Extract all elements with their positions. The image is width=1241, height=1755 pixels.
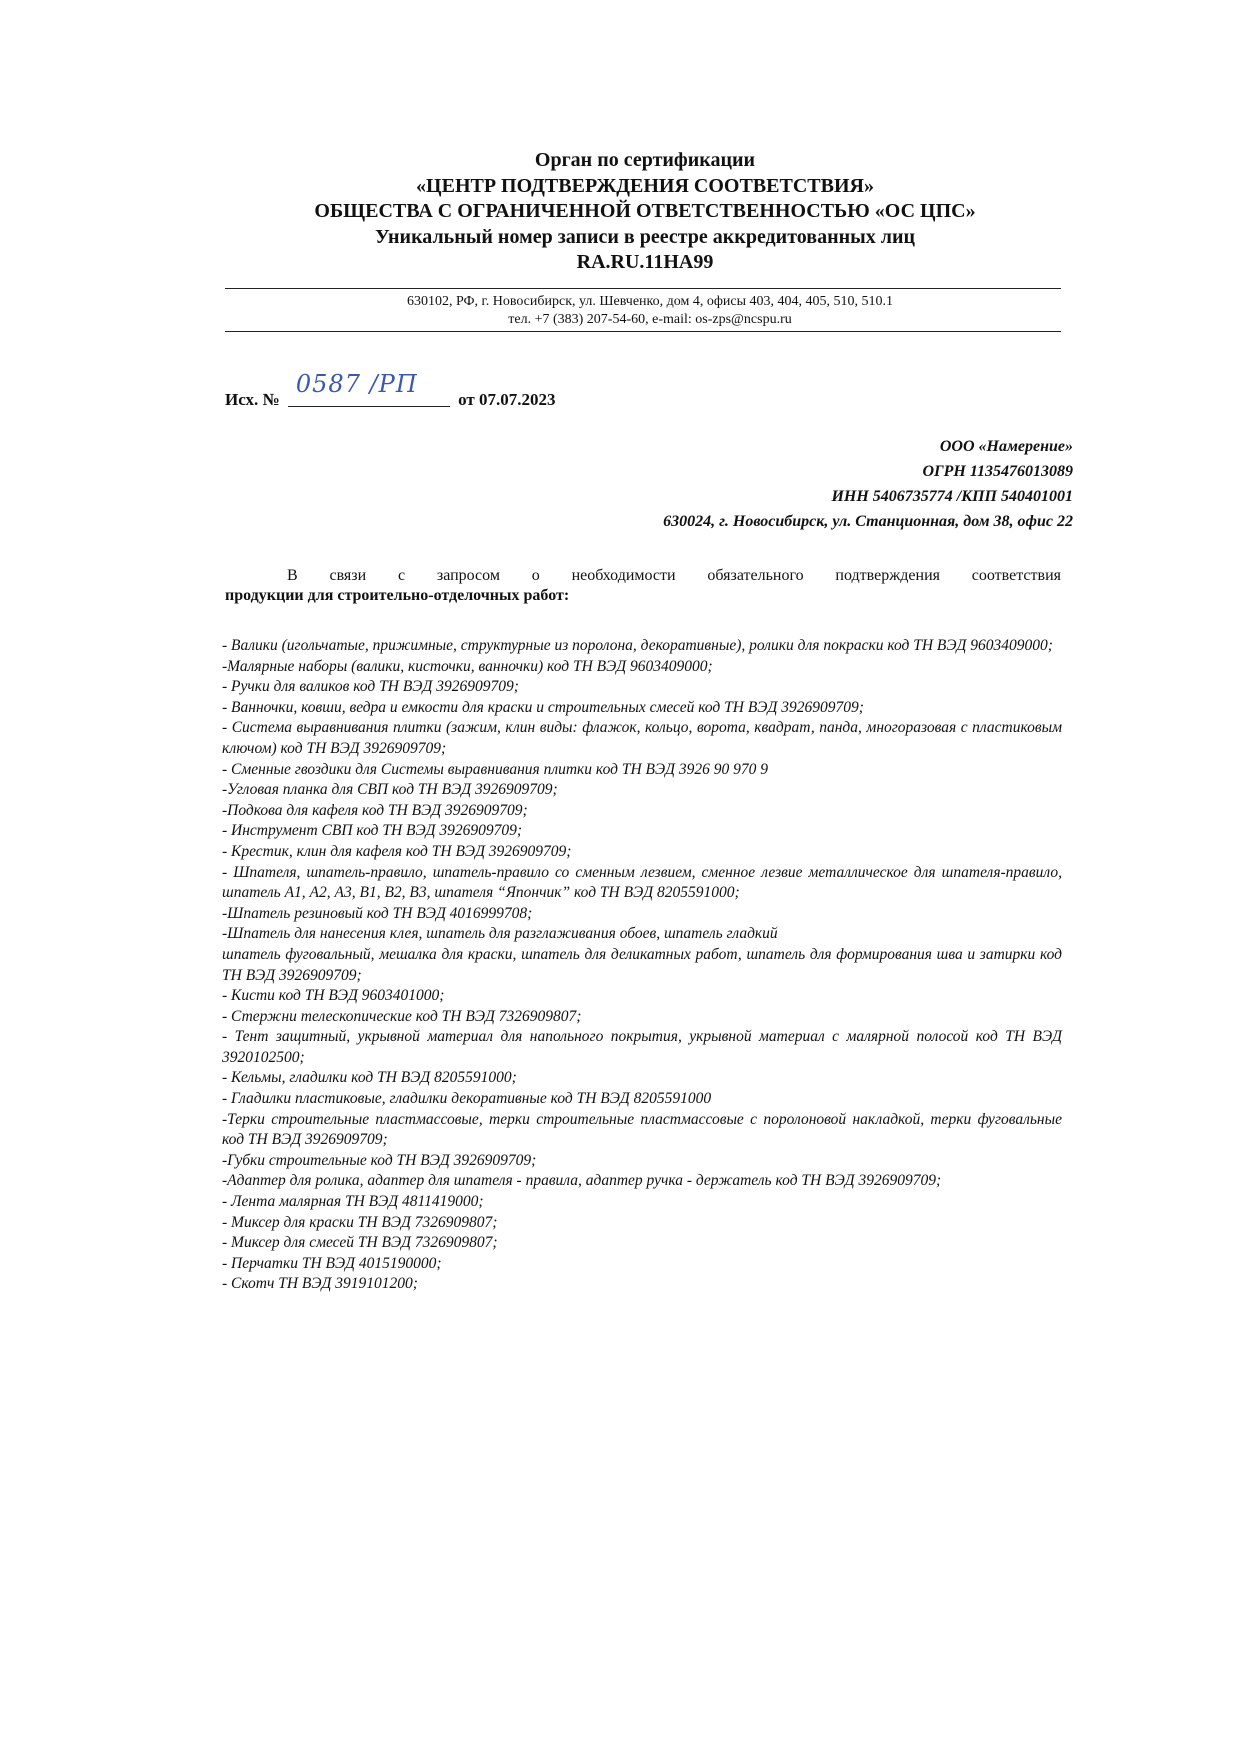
recipient-inn-kpp: ИНН 5406735774 /КПП 540401001	[831, 488, 1073, 505]
list-item: - Миксер для смесей ТН ВЭД 7326909807;	[222, 1234, 498, 1252]
list-item: - Кисти код ТН ВЭД 9603401000;	[222, 987, 445, 1005]
list-item: -Шпатель резиновый код ТН ВЭД 4016999708;	[222, 904, 533, 922]
list-item: -Угловая планка для СВП код ТН ВЭД 3926909709;	[222, 781, 558, 799]
header-line-4: Уникальный номер записи в реестре аккредитованных лиц	[374, 225, 915, 248]
header-divider-bottom	[225, 331, 1061, 332]
list-item: -Подкова для кафеля код ТН ВЭД 3926909709;	[222, 801, 528, 819]
header-divider-top	[225, 288, 1061, 289]
list-item: -Шпатель для нанесения клея, шпатель для разглаживания обоев, шпатель гладкий	[222, 925, 778, 943]
list-item: -Малярные наборы (валики, кисточки, ванночки) код ТН ВЭД 9603409000;	[222, 657, 713, 675]
header-line-3: ОБЩЕСТВА С ОГРАНИЧЕННОЙ ОТВЕТСТВЕННОСТЬЮ «ОС ЦПС»	[314, 200, 976, 222]
list-item: - Валики (игольчатые, прижимные, структурные из поролона, декоративные), ролики для покраски код ТН ВЭД 9603409000;	[222, 637, 1053, 654]
list-item: - Перчатки ТН ВЭД 4015190000;	[222, 1254, 442, 1272]
list-item: - Миксер для краски ТН ВЭД 7326909807;	[222, 1213, 498, 1231]
recipient-ogrn: ОГРН 1135476013089	[922, 463, 1073, 480]
product-list	[222, 636, 1062, 1295]
outgoing-prefix: Исх. №	[225, 390, 280, 409]
list-item: - Стержни телескопические код ТН ВЭД 7326909807;	[222, 1007, 582, 1025]
intro-paragraph	[225, 566, 1061, 606]
list-item: - Гладилки пластиковые, гладилки декоративные код ТН ВЭД 8205591000	[222, 1090, 712, 1108]
handwritten-number: 0587 /РП	[295, 370, 418, 398]
intro-line-2: продукции для строительно-отделочных работ:	[225, 587, 570, 604]
list-item: -Терки строительные пластмассовые, терки строительные пластмассовые с поролоновой накладкой, терки фуговальные код ТН ВЭД 3926909709;	[222, 1110, 1062, 1149]
list-item: шпатель фуговальный, мешалка для краски, шпатель для деликатных работ, шпатель для формирования шва и затирки код ТН ВЭД 3926909709;	[222, 945, 1062, 984]
list-item: - Скотч ТН ВЭД 3919101200;	[222, 1275, 418, 1293]
recipient-name: ООО «Намерение»	[939, 438, 1073, 455]
list-item: - Тент защитный, укрывной материал для напольного покрытия, укрывной материал с малярной полосой код ТН ВЭД 3920102500;	[222, 1028, 1062, 1066]
intro-line-1: В связи с запросом о необходимости обязательного подтверждения соответствия	[287, 567, 1061, 584]
list-item: - Шпателя, шпатель-правило, шпатель-правило со сменным лезвием, сменное лезвие металлическое для шпателя-правило, шпатель А1, А2, А3, В1, В2, В3, шпателя “Япончик” код ТН ВЭД 8205591000;	[222, 863, 1062, 902]
recipient-address: 630024, г. Новосибирск, ул. Станционная, дом 38, офис 22	[663, 513, 1073, 530]
phone-email: тел. +7 (383) 207-54-60, e-mail: os-zps@ncspu.ru	[508, 312, 792, 327]
contacts-block	[240, 293, 1060, 329]
list-item: - Кельмы, гладилки код ТН ВЭД 8205591000;	[222, 1069, 517, 1087]
header-line-1: Орган по сертификации	[534, 149, 756, 171]
organization-address: 630102, РФ, г. Новосибирск, ул. Шевченко, дом 4, офисы 403, 404, 405, 510, 510.1	[406, 294, 894, 309]
outgoing-number-field	[288, 370, 450, 407]
recipient-block	[663, 434, 1073, 534]
list-item: -Губки строительные код ТН ВЭД 3926909709;	[222, 1151, 537, 1169]
outgoing-number-line	[225, 370, 556, 410]
list-item: - Лента малярная ТН ВЭД 4811419000;	[222, 1193, 484, 1211]
list-item: - Система выравнивания плитки (зажим, клин виды: флажок, кольцо, ворота, квадрат, панда, многоразовая с пластиковым ключом) код ТН ВЭД 3926909709;	[222, 719, 1062, 757]
header-line-5: RA.RU.11НА99	[576, 251, 714, 273]
list-item: - Инструмент СВП код ТН ВЭД 3926909709;	[222, 822, 523, 840]
list-item: -Адаптер для ролика, адаптер для шпателя - правила, адаптер ручка - держатель код ТН ВЭД 3926909709;	[222, 1172, 942, 1190]
list-item: - Ручки для валиков код ТН ВЭД 3926909709;	[222, 678, 519, 696]
list-item: - Крестик, клин для кафеля код ТН ВЭД 3926909709;	[222, 842, 572, 860]
list-item: - Сменные гвоздики для Системы выравнивания плитки код ТН ВЭД 3926 90 970 9	[222, 760, 769, 778]
letterhead	[240, 148, 1050, 276]
outgoing-date: от 07.07.2023	[458, 390, 556, 409]
header-line-2: «ЦЕНТР ПОДТВЕРЖДЕНИЯ СООТВЕТСТВИЯ»	[416, 174, 874, 197]
list-item: - Ванночки, ковши, ведра и емкости для краски и строительных смесей код ТН ВЭД 3926909709;	[222, 698, 864, 716]
